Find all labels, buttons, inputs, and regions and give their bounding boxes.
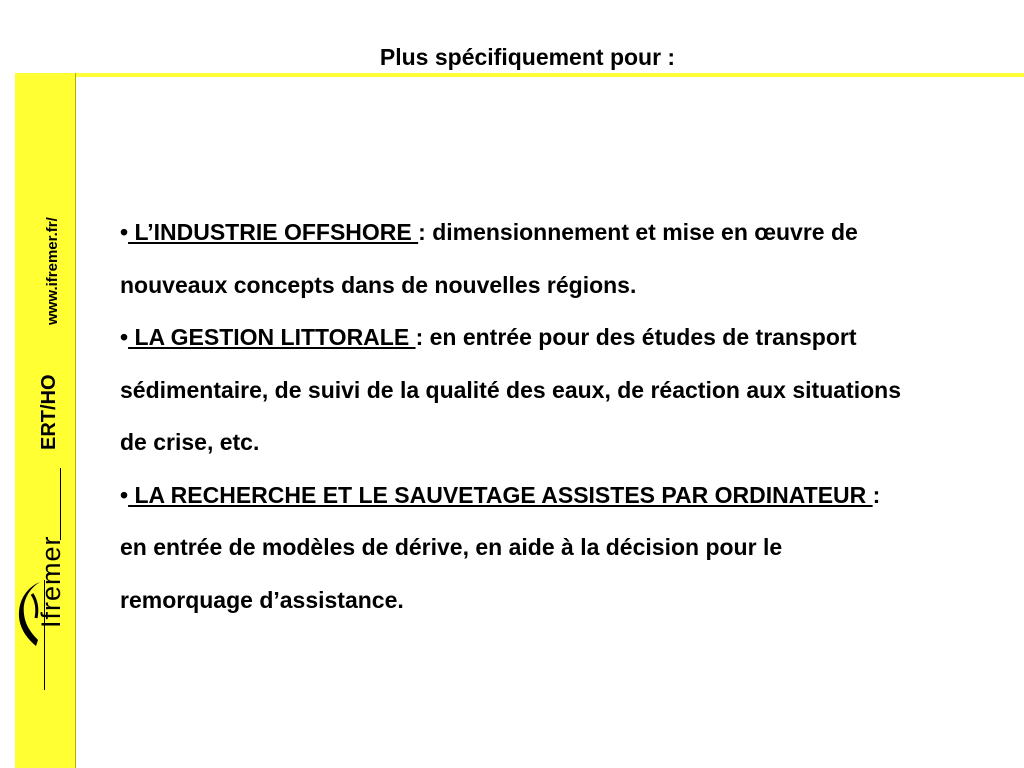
list-item: [120, 311, 910, 469]
sidebar-url: www.ifremer.fr/: [44, 217, 61, 325]
top-accent-bar: [15, 73, 1024, 77]
item-text: : en entrée pour des études de transport sédimentaire, de suivi de la qualité des eaux, de réaction aux situations de crise, etc.: [120, 324, 901, 455]
slide-title: Plus spécifiquement pour :: [379, 44, 676, 70]
item-text: : en entrée de modèles de dérive, en aide à la décision pour le remorquage d’assistance.: [120, 481, 881, 613]
sidebar-brand: Ifremer: [36, 535, 66, 628]
bullet: •: [120, 219, 129, 245]
item-text: : dimensionnement et mise en œuvre de nouveaux concepts dans de nouvelles régions.: [120, 219, 858, 298]
bullet: •: [120, 481, 129, 508]
bullet: •: [120, 324, 129, 350]
item-heading: L’INDUSTRIE OFFSHORE: [128, 219, 419, 245]
list-item: [120, 469, 910, 627]
sidebar-code: ERT/HO: [38, 374, 60, 450]
item-heading: LA GESTION LITTORALE: [128, 324, 416, 350]
list-item: [120, 206, 910, 311]
item-heading: LA RECHERCHE ET LE SAUVETAGE ASSISTES PAR ORDINATEUR: [128, 481, 873, 508]
slide-body: [120, 206, 910, 626]
sidebar-code-rule: [60, 468, 61, 540]
